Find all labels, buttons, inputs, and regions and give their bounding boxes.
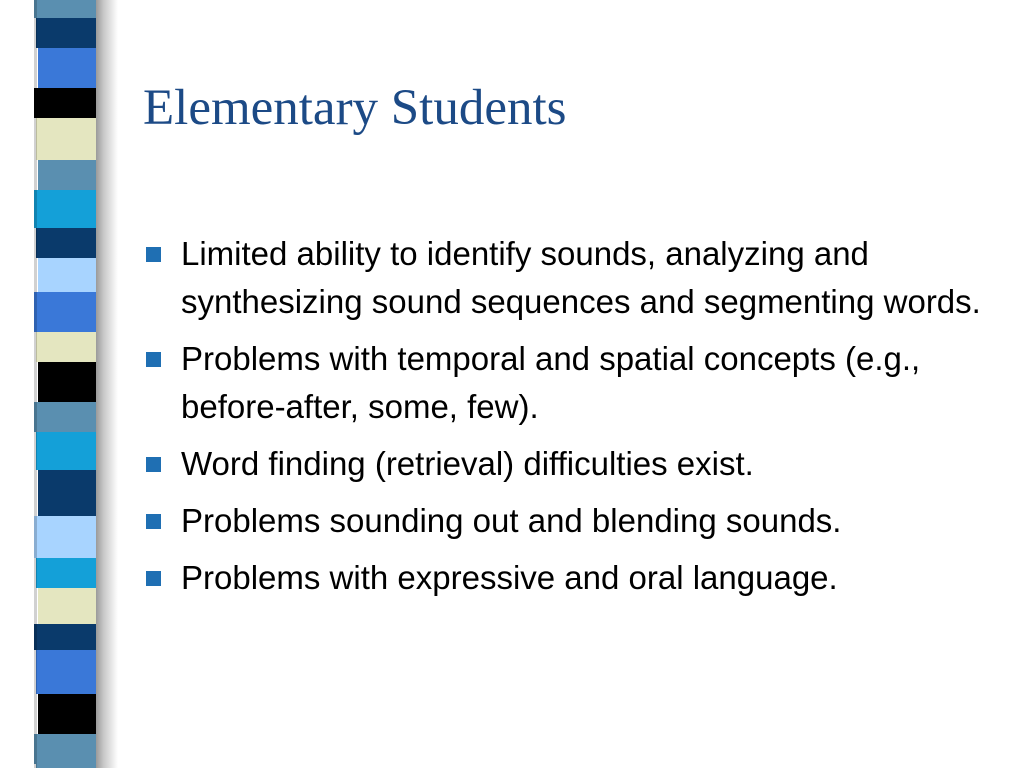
stripe-segment xyxy=(38,258,96,292)
square-bullet-icon xyxy=(146,352,161,367)
stripe-bars xyxy=(34,0,100,768)
bullet-item xyxy=(143,440,1003,488)
stripe-segment xyxy=(36,332,96,362)
bullet-text: Word finding (retrieval) difficulties exist. xyxy=(181,445,754,482)
stripe-segment xyxy=(36,764,96,768)
bullet-item xyxy=(143,497,1003,545)
stripe-segment xyxy=(38,160,96,190)
stripe-segment xyxy=(38,48,96,88)
bullet-text: Problems sounding out and blending sounds. xyxy=(181,502,842,539)
stripe-segment xyxy=(36,650,96,694)
square-bullet-icon xyxy=(146,514,161,529)
stripe-segment xyxy=(38,362,96,402)
stripe-segment xyxy=(34,0,96,18)
decorative-stripe-band xyxy=(0,0,118,768)
stripe-segment xyxy=(38,694,96,734)
stripe-segment xyxy=(34,624,96,650)
stripe-segment xyxy=(36,558,96,588)
stripe-segment xyxy=(36,432,96,470)
bullet-list xyxy=(143,230,1003,611)
stripe-segment xyxy=(36,18,96,48)
stripe-segment xyxy=(38,588,96,624)
stripe-segment xyxy=(34,402,96,432)
square-bullet-icon xyxy=(146,247,161,262)
stripe-segment xyxy=(34,190,96,228)
bullet-text: Problems with expressive and oral language. xyxy=(181,559,838,596)
bullet-text: Problems with temporal and spatial concepts (e.g., before-after, some, few). xyxy=(181,340,921,425)
square-bullet-icon xyxy=(146,571,161,586)
stripe-segment xyxy=(36,118,96,160)
stripe-edge xyxy=(34,0,37,768)
stripe-segment xyxy=(38,470,96,516)
bullet-item xyxy=(143,554,1003,602)
bullet-item xyxy=(143,230,1003,326)
stripe-segment xyxy=(34,734,96,764)
bullet-text: Limited ability to identify sounds, analyzing and synthesizing sound sequences and segmenting words. xyxy=(181,235,981,320)
slide-title: Elementary Students xyxy=(143,80,567,136)
stripe-segment xyxy=(34,516,96,558)
stripe-segment xyxy=(36,228,96,258)
square-bullet-icon xyxy=(146,457,161,472)
stripe-segment xyxy=(34,292,96,332)
bullet-item xyxy=(143,335,1003,431)
stripe-segment xyxy=(34,88,96,118)
